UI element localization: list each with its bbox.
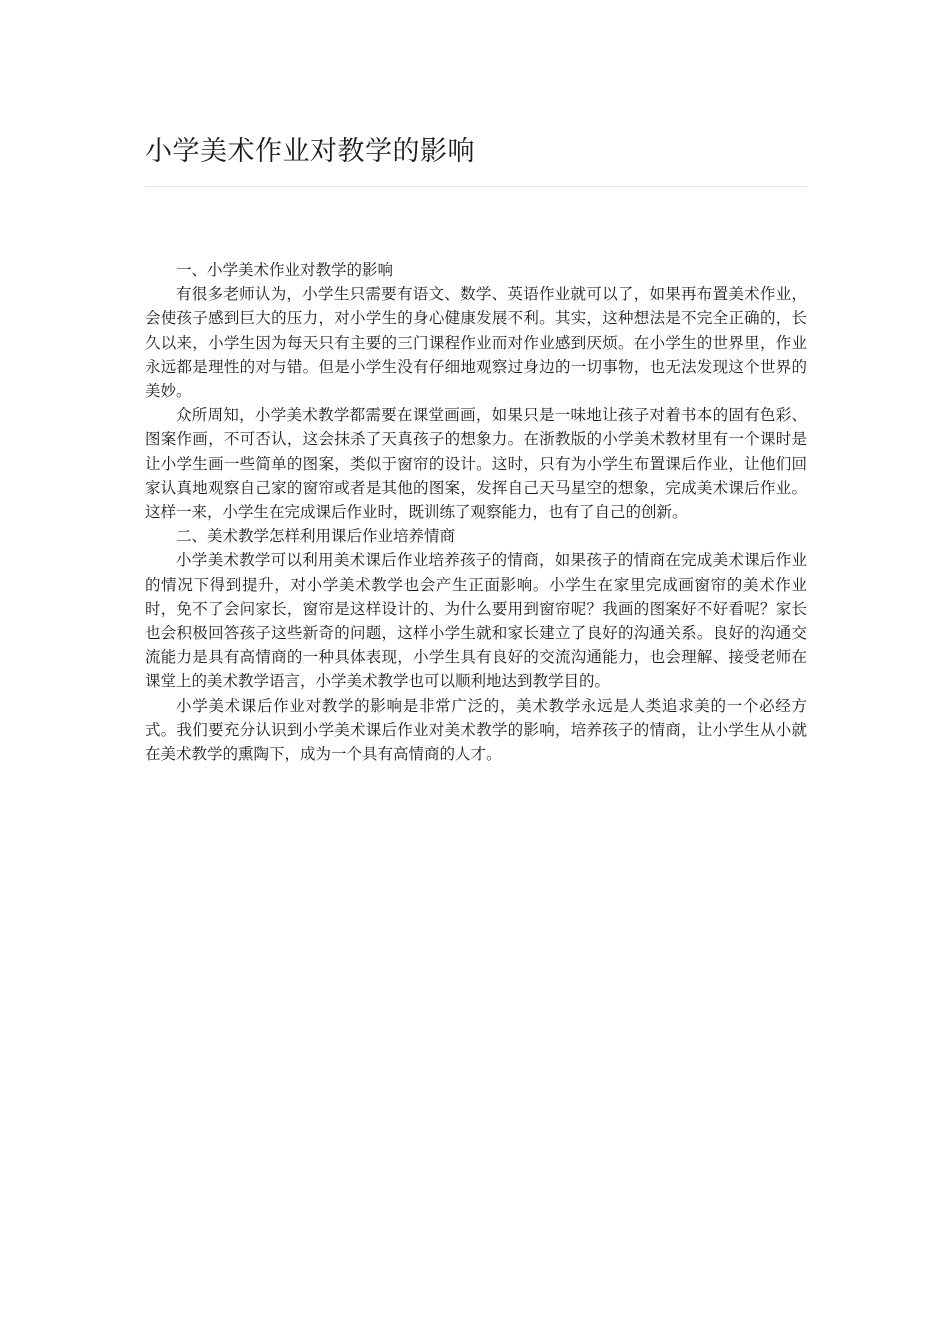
paragraph: 众所周知，小学美术教学都需要在课堂画画，如果只是一味地让孩子对着书本的固有色彩、图案作画，不可否认，这会抹杀了天真孩子的想象力。在浙教版的小学美术教材里有一个课时是让小学生画一些简单的图案，类似于窗帘的设计。这时，只有为小学生布置课后作业，让他们回家认真地观察自己家的窗帘或者是其他的图案，发挥自己天马星空的想象，完成美术课后作业。这样一来，小学生在完成课后作业时，既训练了观察能力，也有了自己的创新。 [145,406,807,522]
paragraph: 有很多老师认为，小学生只需要有语文、数学、英语作业就可以了，如果再布置美术作业，会使孩子感到巨大的压力，对小学生的身心健康发展不利。其实，这种想法是不完全正确的，长久以来，小学生因为每天只有主要的三门课程作业而对作业感到厌烦。在小学生的世界里，作业永远都是理性的对与错。但是小学生没有仔细地观察过身边的一切事物，也无法发现这个世界的美妙。 [145,285,807,401]
title-divider [145,186,807,187]
section-heading-1: 一、小学美术作业对教学的影响 [176,261,394,279]
article-body [145,258,807,766]
paragraph: 小学美术课后作业对教学的影响是非常广泛的，美术教学永远是人类追求美的一个必经方式。我们要充分认识到小学美术课后作业对美术教学的影响，培养孩子的情商，让小学生从小就在美术教学的熏陶下，成为一个具有高情商的人才。 [145,696,807,764]
section-heading-2: 二、美术教学怎样利用课后作业培养情商 [176,527,456,546]
page-title: 小学美术作业对教学的影响 [145,136,475,167]
paragraph: 小学美术教学可以利用美术课后作业培养孩子的情商，如果孩子的情商在完成美术课后作业的情况下得到提升，对小学美术教学也会产生正面影响。小学生在家里完成画窗帘的美术作业时，免不了会问家长，窗帘是这样设计的、为什么要用到窗帘呢？我画的图案好不好看呢？家长也会积极回答孩子这些新奇的问题，这样小学生就和家长建立了良好的沟通关系。良好的沟通交流能力是具有高情商的一种具体表现，小学生具有良好的交流沟通能力，也会理解、接受老师在课堂上的美术教学语言，小学美术教学也可以顺利地达到教学目的。 [145,551,807,691]
